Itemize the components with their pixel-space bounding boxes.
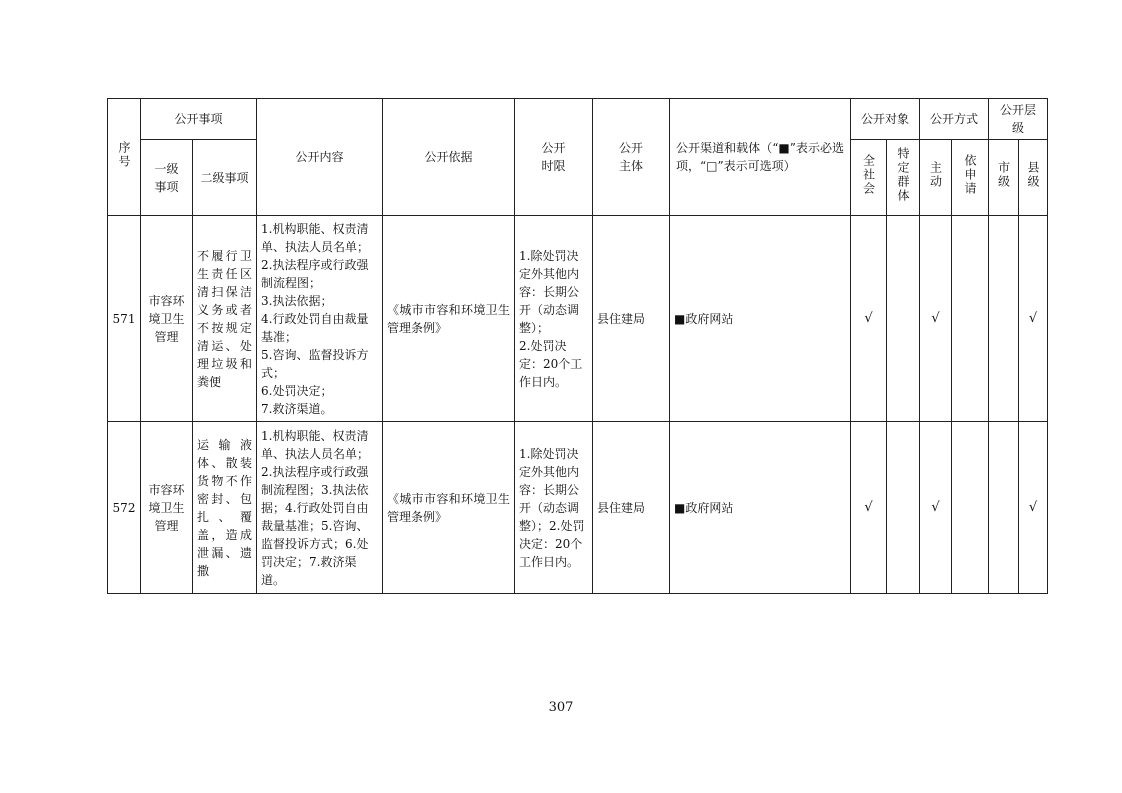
row-channel: ■政府网站: [670, 422, 851, 594]
row-subject: 县住建局: [593, 216, 670, 422]
row-level-city: [989, 422, 1019, 594]
row-level-county: √: [1019, 422, 1048, 594]
row-seq: 571: [108, 216, 141, 422]
row-level-city: [989, 216, 1019, 422]
row-level-county: √: [1019, 216, 1048, 422]
table-row: [108, 216, 1048, 422]
header-time-limit: 公开时限: [515, 99, 593, 216]
row-content: 1.机构职能、权责清单、执法人员名单； 2.执法程序或行政强制流程图； 3.执法依据； 4.行政处罚自由裁量基准； 5.咨询、监督投诉方式； 6.处罚决定； 7.救济渠道。: [257, 216, 383, 422]
header-level-city: 市级: [989, 140, 1019, 216]
row-time-limit: 1.除处罚决定外其他内容：长期公开（动态调整）；2.处罚决定：20个工作日内。: [515, 422, 593, 594]
header-mode-request: 依申请: [952, 140, 989, 216]
header-row-1: [108, 99, 1048, 140]
row-content: 1.机构职能、权责清单、执法人员名单； 2.执法程序或行政强制流程图；3.执法依据；4.行政处罚自由裁量基准；5.咨询、监督投诉方式；6.处罚决定；7.救济渠道。: [257, 422, 383, 594]
header-channel: 公开渠道和载体（“■”表示必选项，“□”表示可选项）: [670, 99, 851, 216]
row-mode-request: [952, 422, 989, 594]
row-basis: 《城市市容和环境卫生管理条例》: [383, 216, 515, 422]
row-basis: 《城市市容和环境卫生管理条例》: [383, 422, 515, 594]
row-mode-active: √: [920, 422, 952, 594]
header-level-county: 县级: [1019, 140, 1048, 216]
row-target-all: √: [851, 422, 887, 594]
header-seq: 序号: [108, 99, 141, 216]
header-target-all: 全社会: [851, 140, 887, 216]
row-channel: ■政府网站: [670, 216, 851, 422]
row-subject: 县住建局: [593, 422, 670, 594]
header-subject: 公开主体: [593, 99, 670, 216]
page-number: 307: [548, 700, 574, 715]
row-mode-active: √: [920, 216, 952, 422]
header-level: 公开层级: [989, 99, 1048, 140]
row-target-all: √: [851, 216, 887, 422]
row-level1: 市容环境卫生管理: [141, 216, 193, 422]
table-row: [108, 422, 1048, 594]
header-content: 公开内容: [257, 99, 383, 216]
row-seq: 572: [108, 422, 141, 594]
header-basis: 公开依据: [383, 99, 515, 216]
row-target-specific: [887, 422, 920, 594]
header-mode-active: 主动: [920, 140, 952, 216]
header-level1: 一级事项: [141, 140, 193, 216]
header-matters: 公开事项: [141, 99, 257, 140]
row-level2: 不履行卫生责任区清扫保洁义务或者不按规定清运、处理垃圾和粪便: [193, 216, 257, 422]
header-level2: 二级事项: [193, 140, 257, 216]
header-mode: 公开方式: [920, 99, 989, 140]
row-level2: 运输液体、散装货物不作密封、包扎、覆盖，造成泄漏、遗撒: [193, 422, 257, 594]
row-level1: 市容环境卫生管理: [141, 422, 193, 594]
disclosure-table: [107, 98, 1048, 594]
row-mode-request: [952, 216, 989, 422]
row-target-specific: [887, 216, 920, 422]
header-target-specific: 特定群体: [887, 140, 920, 216]
row-time-limit: 1.除处罚决定外其他内容：长期公开（动态调整）； 2.处罚决定：20个工作日内。: [515, 216, 593, 422]
header-target: 公开对象: [851, 99, 920, 140]
